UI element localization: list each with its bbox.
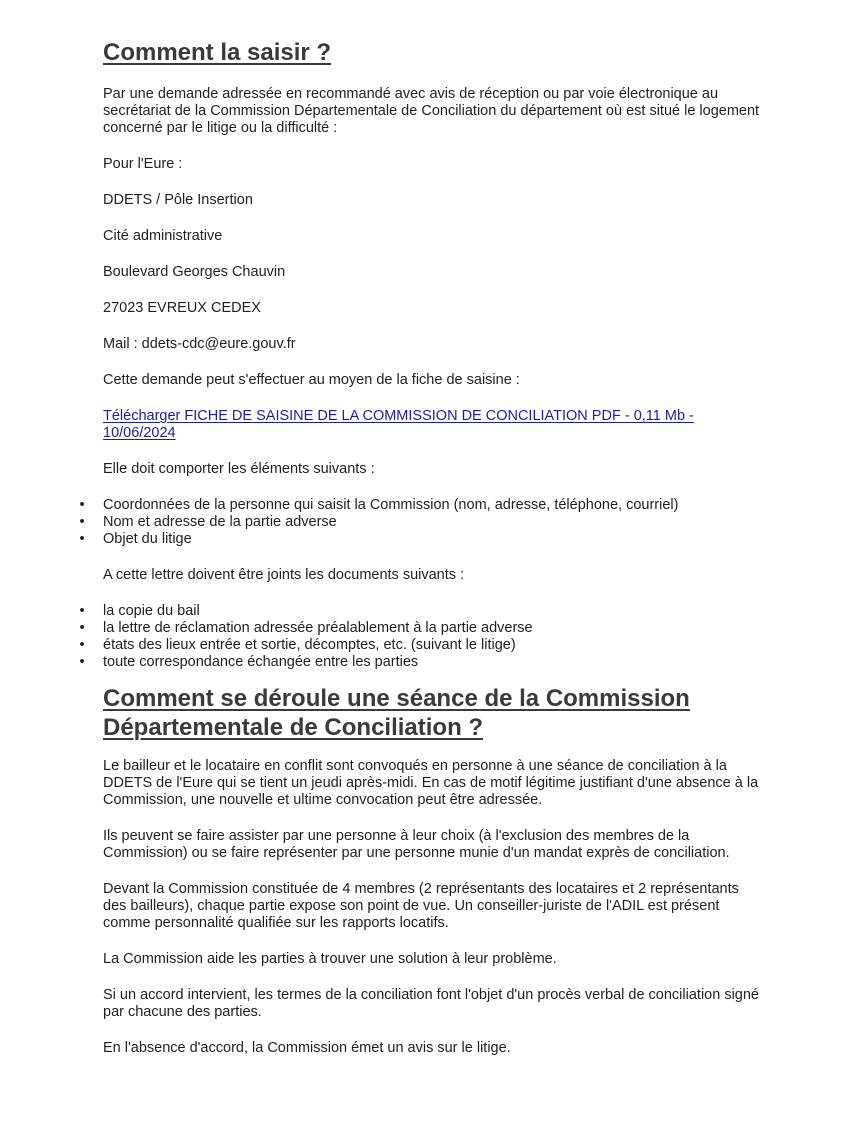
list-item: • Objet du litige <box>103 531 763 548</box>
address-line-region: Pour l'Eure : <box>103 156 183 172</box>
seance-paragraph-accord: Si un accord intervient, les termes de la conciliation font l'objet d'un procès verbal de conciliation signé par chacune des parties. <box>103 987 759 1020</box>
bullet-icon: • <box>79 497 85 513</box>
bullet-icon: • <box>79 637 85 653</box>
address-line-street: Boulevard Georges Chauvin <box>103 264 286 280</box>
seance-paragraph-convocation: Le bailleur et le locataire en conflit sont convoqués en personne à une séance de conciliation à la DDETS de l'Eure qui se tient un jeudi après-midi. En cas de motif légitime justifiant d'une absence à la Commission, une nouvelle et ultime convocation peut être adressée. <box>103 758 759 808</box>
list-item: • états des lieux entrée et sortie, décomptes, etc. (suivant le litige) <box>103 637 763 654</box>
bullet-icon: • <box>79 654 85 670</box>
required-elements-list <box>79 497 763 548</box>
list-item: • la copie du bail <box>103 603 763 620</box>
required-documents-list <box>79 603 763 671</box>
seance-paragraph-assistance: Ils peuvent se faire assister par une personne à leur choix (à l'exclusion des membres de la Commission) ou se faire représenter par une personne munie d'un mandat exprès de conciliation. <box>103 828 730 861</box>
address-line-building: Cité administrative <box>103 228 223 244</box>
seance-paragraph-avis: En l'absence d'accord, la Commission émet un avis sur le litige. <box>103 1040 511 1056</box>
download-paragraph <box>103 408 763 442</box>
address-line-email: Mail : ddets-cdc@eure.gouv.fr <box>103 336 296 352</box>
bullet-icon: • <box>79 620 85 636</box>
list-item: • Nom et adresse de la partie adverse <box>103 514 763 531</box>
elements-intro-paragraph: Elle doit comporter les éléments suivants : <box>103 461 375 477</box>
bullet-icon: • <box>79 531 85 547</box>
seance-paragraph-composition: Devant la Commission constituée de 4 membres (2 représentants des locataires et 2 représentants des bailleurs), chaque partie expose son point de vue. Un conseiller-juriste de l'ADIL est présent comme personnalité qualifiée sur les rapports locatifs. <box>103 881 739 931</box>
address-line-service: DDETS / Pôle Insertion <box>103 192 253 208</box>
section-heading-saisine: Comment la saisir ? <box>103 39 332 66</box>
list-item: • toute correspondance échangée entre les parties <box>103 654 763 671</box>
bullet-icon: • <box>79 603 85 619</box>
form-intro-paragraph: Cette demande peut s'effectuer au moyen de la fiche de saisine : <box>103 372 520 388</box>
seance-paragraph-role: La Commission aide les parties à trouver une solution à leur problème. <box>103 951 557 967</box>
bullet-icon: • <box>79 514 85 530</box>
document-content <box>79 38 763 1057</box>
section-heading-seance: Comment se déroule une séance de la Commission Départementale de Conciliation ? <box>103 685 690 741</box>
list-item: • Coordonnées de la personne qui saisit la Commission (nom, adresse, téléphone, courriel) <box>103 497 763 514</box>
download-form-link[interactable]: Télécharger FICHE DE SAISINE DE LA COMMISSION DE CONCILIATION PDF - 0,11 Mb - 10/06/2024 <box>103 408 694 441</box>
intro-paragraph: Par une demande adressée en recommandé avec avis de réception ou par voie électronique au secrétariat de la Commission Départementale de Conciliation du département où est situé le logement concerné par le litige ou la difficulté : <box>103 86 760 136</box>
address-line-city: 27023 EVREUX CEDEX <box>103 300 261 316</box>
documents-intro-paragraph: A cette lettre doivent être joints les documents suivants : <box>103 567 465 583</box>
list-item: • la lettre de réclamation adressée préalablement à la partie adverse <box>103 620 763 637</box>
